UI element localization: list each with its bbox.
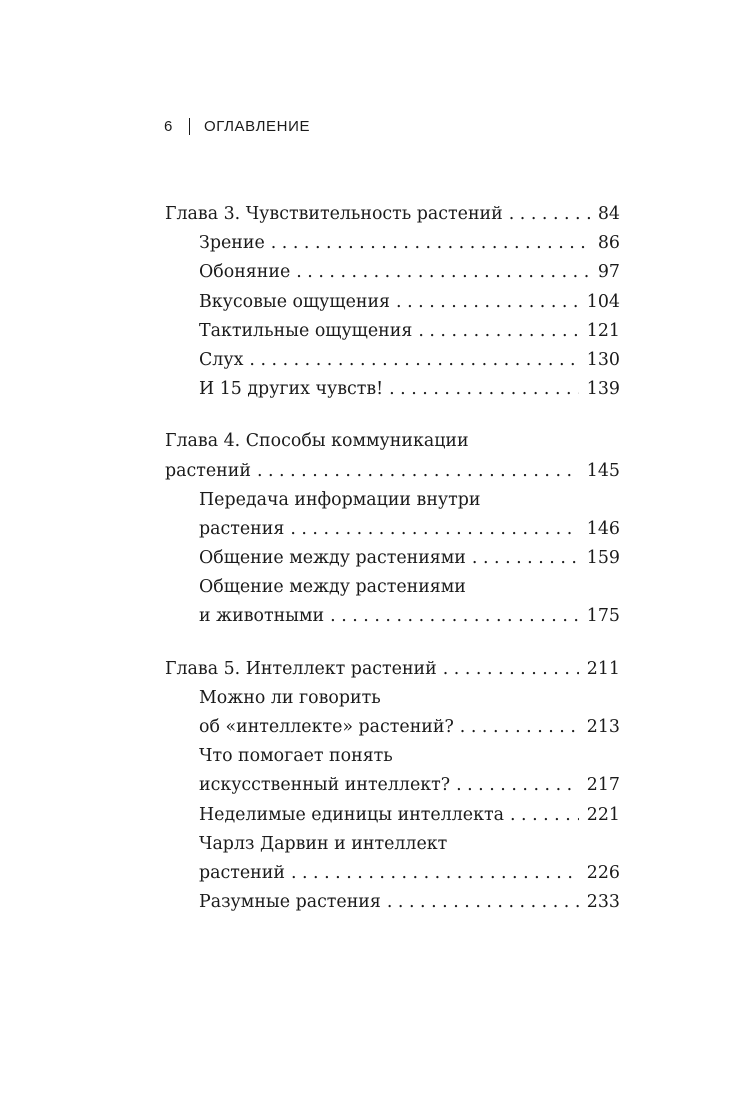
toc-entry[interactable] [165, 346, 620, 375]
toc-entry-title: и животными [199, 606, 325, 627]
toc-entry-title: об «интеллекте» растений? [199, 717, 454, 737]
toc-entry-page: 146 [586, 518, 620, 539]
toc-entry-chapter-4[interactable] [165, 457, 620, 486]
dot-leader [249, 346, 578, 375]
toc-entry-title: растения [199, 518, 285, 539]
table-of-contents [165, 200, 620, 940]
toc-entry-title: Тактильные ощущения [199, 320, 413, 341]
toc-entry-page: 84 [597, 204, 620, 224]
toc-entry-title: Чарлз Дарвин и интеллект [199, 833, 448, 854]
toc-entry-title: Передача информации внутри [199, 489, 481, 510]
dot-leader [456, 771, 579, 800]
toc-entry-line1[interactable] [165, 486, 620, 515]
toc-entry-chapter-4-line1[interactable] [165, 427, 620, 456]
toc-entry-page: 97 [597, 262, 620, 283]
toc-entry-page: 159 [586, 548, 620, 569]
toc-entry[interactable] [165, 317, 620, 346]
chapter-4 [165, 427, 620, 631]
toc-entry-title: Общение между растениями [199, 577, 466, 598]
running-head [164, 118, 310, 135]
toc-entry-line1[interactable] [165, 830, 620, 859]
toc-entry[interactable] [165, 515, 620, 544]
toc-entry-page: 217 [586, 775, 620, 796]
toc-entry-title: Глава 4. Способы коммуникации [165, 431, 469, 452]
header-separator [189, 118, 190, 135]
toc-entry-line1[interactable] [165, 573, 620, 602]
toc-entry[interactable] [165, 258, 620, 287]
chapter-5 [165, 655, 620, 918]
toc-entry[interactable] [165, 771, 620, 800]
toc-entry-title: И 15 других чувств! [199, 379, 384, 400]
dot-leader [418, 317, 578, 346]
toc-entry-title: Вкусовые ощущения [199, 291, 391, 312]
toc-entry-page: 211 [586, 658, 620, 679]
dot-leader [460, 713, 579, 742]
toc-entry-title: искусственный интеллект? [199, 775, 451, 796]
toc-entry-page: 175 [586, 606, 620, 627]
toc-entry-page: 233 [586, 892, 620, 913]
toc-entry-title: Глава 3. Чувствительность растений [165, 204, 503, 224]
toc-entry-title: растений [199, 862, 285, 883]
toc-entry-chapter-3[interactable] [165, 200, 620, 229]
dot-leader [257, 457, 579, 486]
toc-entry[interactable] [165, 544, 620, 573]
toc-entry-page: 130 [586, 349, 620, 370]
toc-entry-chapter-5[interactable] [165, 655, 620, 684]
toc-entry-title: Зрение [199, 233, 265, 254]
toc-entry[interactable] [165, 713, 620, 742]
toc-entry[interactable] [165, 375, 620, 404]
toc-entry-page: 145 [586, 460, 620, 481]
toc-entry-title: растений [165, 460, 251, 481]
toc-entry-title: Общение между растениями [199, 548, 466, 569]
toc-entry[interactable] [165, 602, 620, 631]
dot-leader [472, 544, 579, 573]
toc-entry-title: Глава 5. Интеллект растений [165, 658, 437, 679]
toc-entry-page: 139 [586, 379, 620, 400]
dot-leader [296, 258, 590, 287]
dot-leader [290, 515, 578, 544]
toc-entry-title: Неделимые единицы интеллекта [199, 804, 504, 825]
toc-entry[interactable] [165, 229, 620, 258]
toc-entry[interactable] [165, 888, 620, 917]
toc-entry-title: Можно ли говорить [199, 687, 381, 708]
dot-leader [387, 888, 579, 917]
chapter-3 [165, 200, 620, 404]
section-title: ОГЛАВЛЕНИЕ [203, 118, 311, 135]
toc-entry-line1[interactable] [165, 742, 620, 771]
toc-entry[interactable] [165, 288, 620, 317]
dot-leader [330, 602, 579, 631]
dot-leader [396, 288, 579, 317]
toc-entry-page: 104 [586, 291, 620, 312]
toc-entry-page: 221 [586, 804, 620, 825]
dot-leader [271, 229, 590, 258]
toc-entry-page: 213 [586, 717, 620, 737]
toc-entry-title: Разумные растения [199, 892, 381, 913]
toc-entry-page: 86 [597, 233, 620, 254]
page-number: 6 [164, 118, 173, 135]
toc-entry[interactable] [165, 801, 620, 830]
toc-entry-line1[interactable] [165, 684, 620, 713]
toc-entry-page: 121 [586, 320, 620, 341]
dot-leader [509, 200, 590, 229]
toc-entry-title: Слух [199, 349, 244, 370]
toc-entry-page: 226 [586, 862, 620, 883]
toc-entry-title: Обоняние [199, 262, 291, 283]
dot-leader [389, 375, 579, 404]
dot-leader [291, 859, 579, 888]
dot-leader [443, 655, 579, 684]
toc-entry[interactable] [165, 859, 620, 888]
dot-leader [510, 801, 579, 830]
toc-entry-title: Что помогает понять [199, 746, 393, 767]
